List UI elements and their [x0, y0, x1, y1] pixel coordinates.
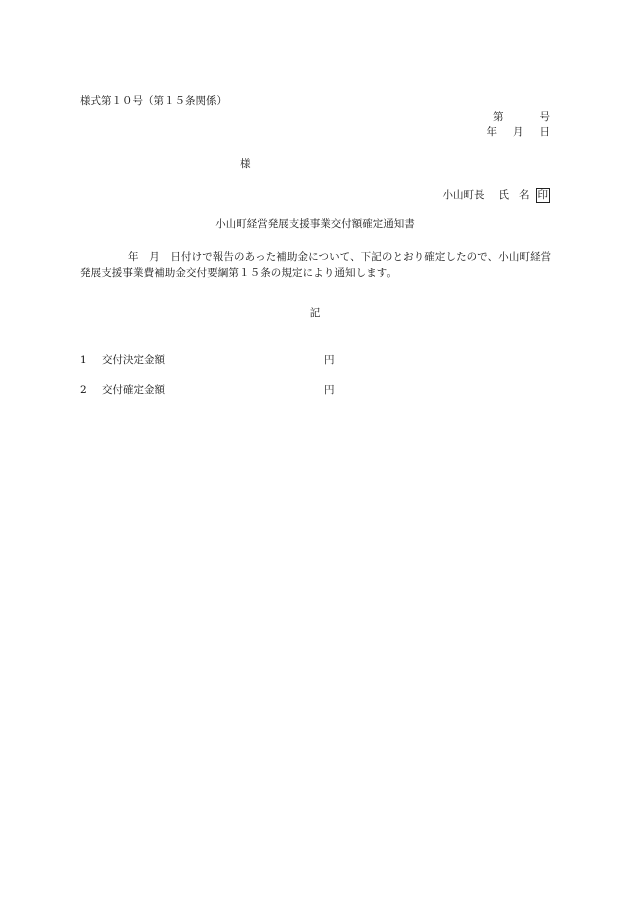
sender-line [443, 188, 551, 203]
document-number-suffix: 号 [539, 111, 550, 123]
date-day: 日 [539, 126, 550, 138]
notation-heading: 記 [309, 307, 321, 319]
item-unit: 円 [324, 354, 335, 366]
recipient-suffix: 様 [240, 158, 251, 170]
item-label: 交付決定金額 [102, 354, 165, 366]
document-title: 小山町経営発展支援事業交付額確定通知書 [215, 218, 415, 230]
notice-body-text: 年 月 日付けで報告のあった補助金について、下記のとおり確定したので、小山町経営発展支援事業費補助金交付要綱第１５条の規定により通知します。 [80, 251, 552, 279]
item-number: 1 [80, 354, 87, 366]
document-number-line [493, 112, 550, 123]
seal-stamp-box: 印 [537, 189, 548, 201]
item-number: 2 [80, 384, 87, 396]
date-month: 月 [513, 126, 524, 138]
item-label: 交付確定金額 [102, 384, 165, 396]
sender-name-label-2: 名 [519, 189, 530, 201]
date-year: 年 [486, 126, 497, 138]
document-number-prefix: 第 [493, 111, 504, 123]
item-unit: 円 [324, 384, 335, 396]
form-number: 様式第１０号（第１５条関係） [80, 95, 227, 107]
issue-date-line [487, 127, 551, 138]
sender-title: 小山町長 [442, 189, 485, 201]
sender-name-label-1: 氏 [498, 189, 509, 201]
